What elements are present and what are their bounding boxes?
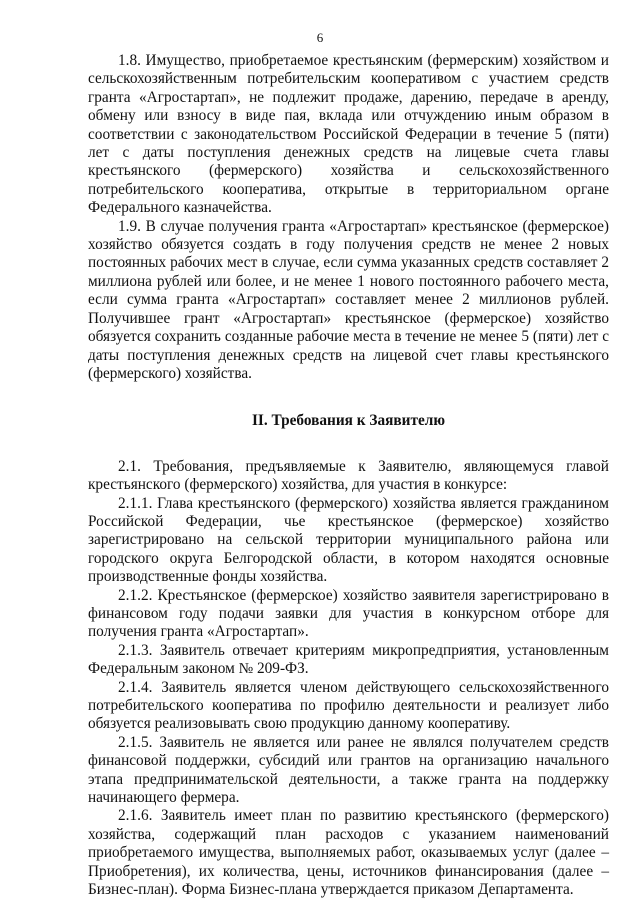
paragraph-2-1-2: 2.1.2. Крестьянское (фермерское) хозяйство заявителя зарегистрировано в финансовом году подачи заявки для участия в конкурсном отборе для получения гранта «Агростартап».	[88, 586, 609, 641]
paragraph-2-1: 2.1. Требования, предъявляемые к Заявителю, являющемуся главой крестьянского (фермерского) хозяйства, для участия в конкурсе:	[88, 457, 609, 494]
paragraph-2-1-6: 2.1.6. Заявитель имеет план по развитию крестьянского (фермерского) хозяйства, содержащий план расходов с указанием наименований приобретаемого имущества, выполняемых работ, оказываемых услуг (далее – Приобретения), их количества, цены, источников финансирования (далее – Бизнес-план). Форма Бизнес-плана утверждается приказом Департамента.	[88, 807, 609, 899]
paragraph-2-1-4: 2.1.4. Заявитель является членом действующего сельскохозяйственного потребительского кооператива по профилю деятельности и реализует либо обязуется реализовывать свою продукцию данному кооперативу.	[88, 678, 609, 733]
document-body	[88, 52, 609, 899]
paragraph-1-8: 1.8. Имущество, приобретаемое крестьянским (фермерским) хозяйством и сельскохозяйственным потребительским кооперативом с участием средств гранта «Агростартап», не подлежит продаже, дарению, передаче в аренду, обмену или взносу в виде пая, вклада или отчуждению иным образом в соответствии с законодательством Российской Федерации в течение 5 (пяти) лет с даты поступления денежных средств на лицевые счета главы крестьянского (фермерского) хозяйства и сельскохозяйственного потребительского кооператива, открытые в территориальном органе Федерального казначейства.	[88, 52, 609, 217]
paragraph-1-9: 1.9. В случае получения гранта «Агростартап» крестьянское (фермерское) хозяйство обязуется создать в году получения средств не менее 2 новых постоянных рабочих мест в случае, если сумма указанных средств составляет 2 миллиона рублей или более, и не менее 1 нового постоянного рабочего места, если сумма гранта «Агростартап» составляет менее 2 миллионов рублей. Получившее грант «Агростартап» крестьянское (фермерское) хозяйство обязуется сохранить созданные рабочие места в течение не менее 5 (пяти) лет с даты поступления денежных средств на лицевой счет главы крестьянского (фермерского) хозяйства.	[88, 217, 609, 382]
paragraph-2-1-3: 2.1.3. Заявитель отвечает критериям микропредприятия, установленным Федеральным законом № 209-ФЗ.	[88, 641, 609, 678]
page-number: 6	[316, 30, 324, 45]
paragraph-2-1-5: 2.1.5. Заявитель не является или ранее не являлся получателем средств финансовой поддержки, субсидий или грантов на организацию начального этапа предпринимательской деятельности, а также гранта на поддержку начинающего фермера.	[88, 733, 609, 807]
paragraph-2-1-1: 2.1.1. Глава крестьянского (фермерского) хозяйства является гражданином Российской Федерации, чье крестьянское (фермерское) хозяйство зарегистрировано на сельской территории муниципального района или городского округа Белгородской области, в котором находятся основные производственные фонды хозяйства.	[88, 494, 609, 586]
section-heading: II. Требования к Заявителю	[251, 412, 446, 430]
